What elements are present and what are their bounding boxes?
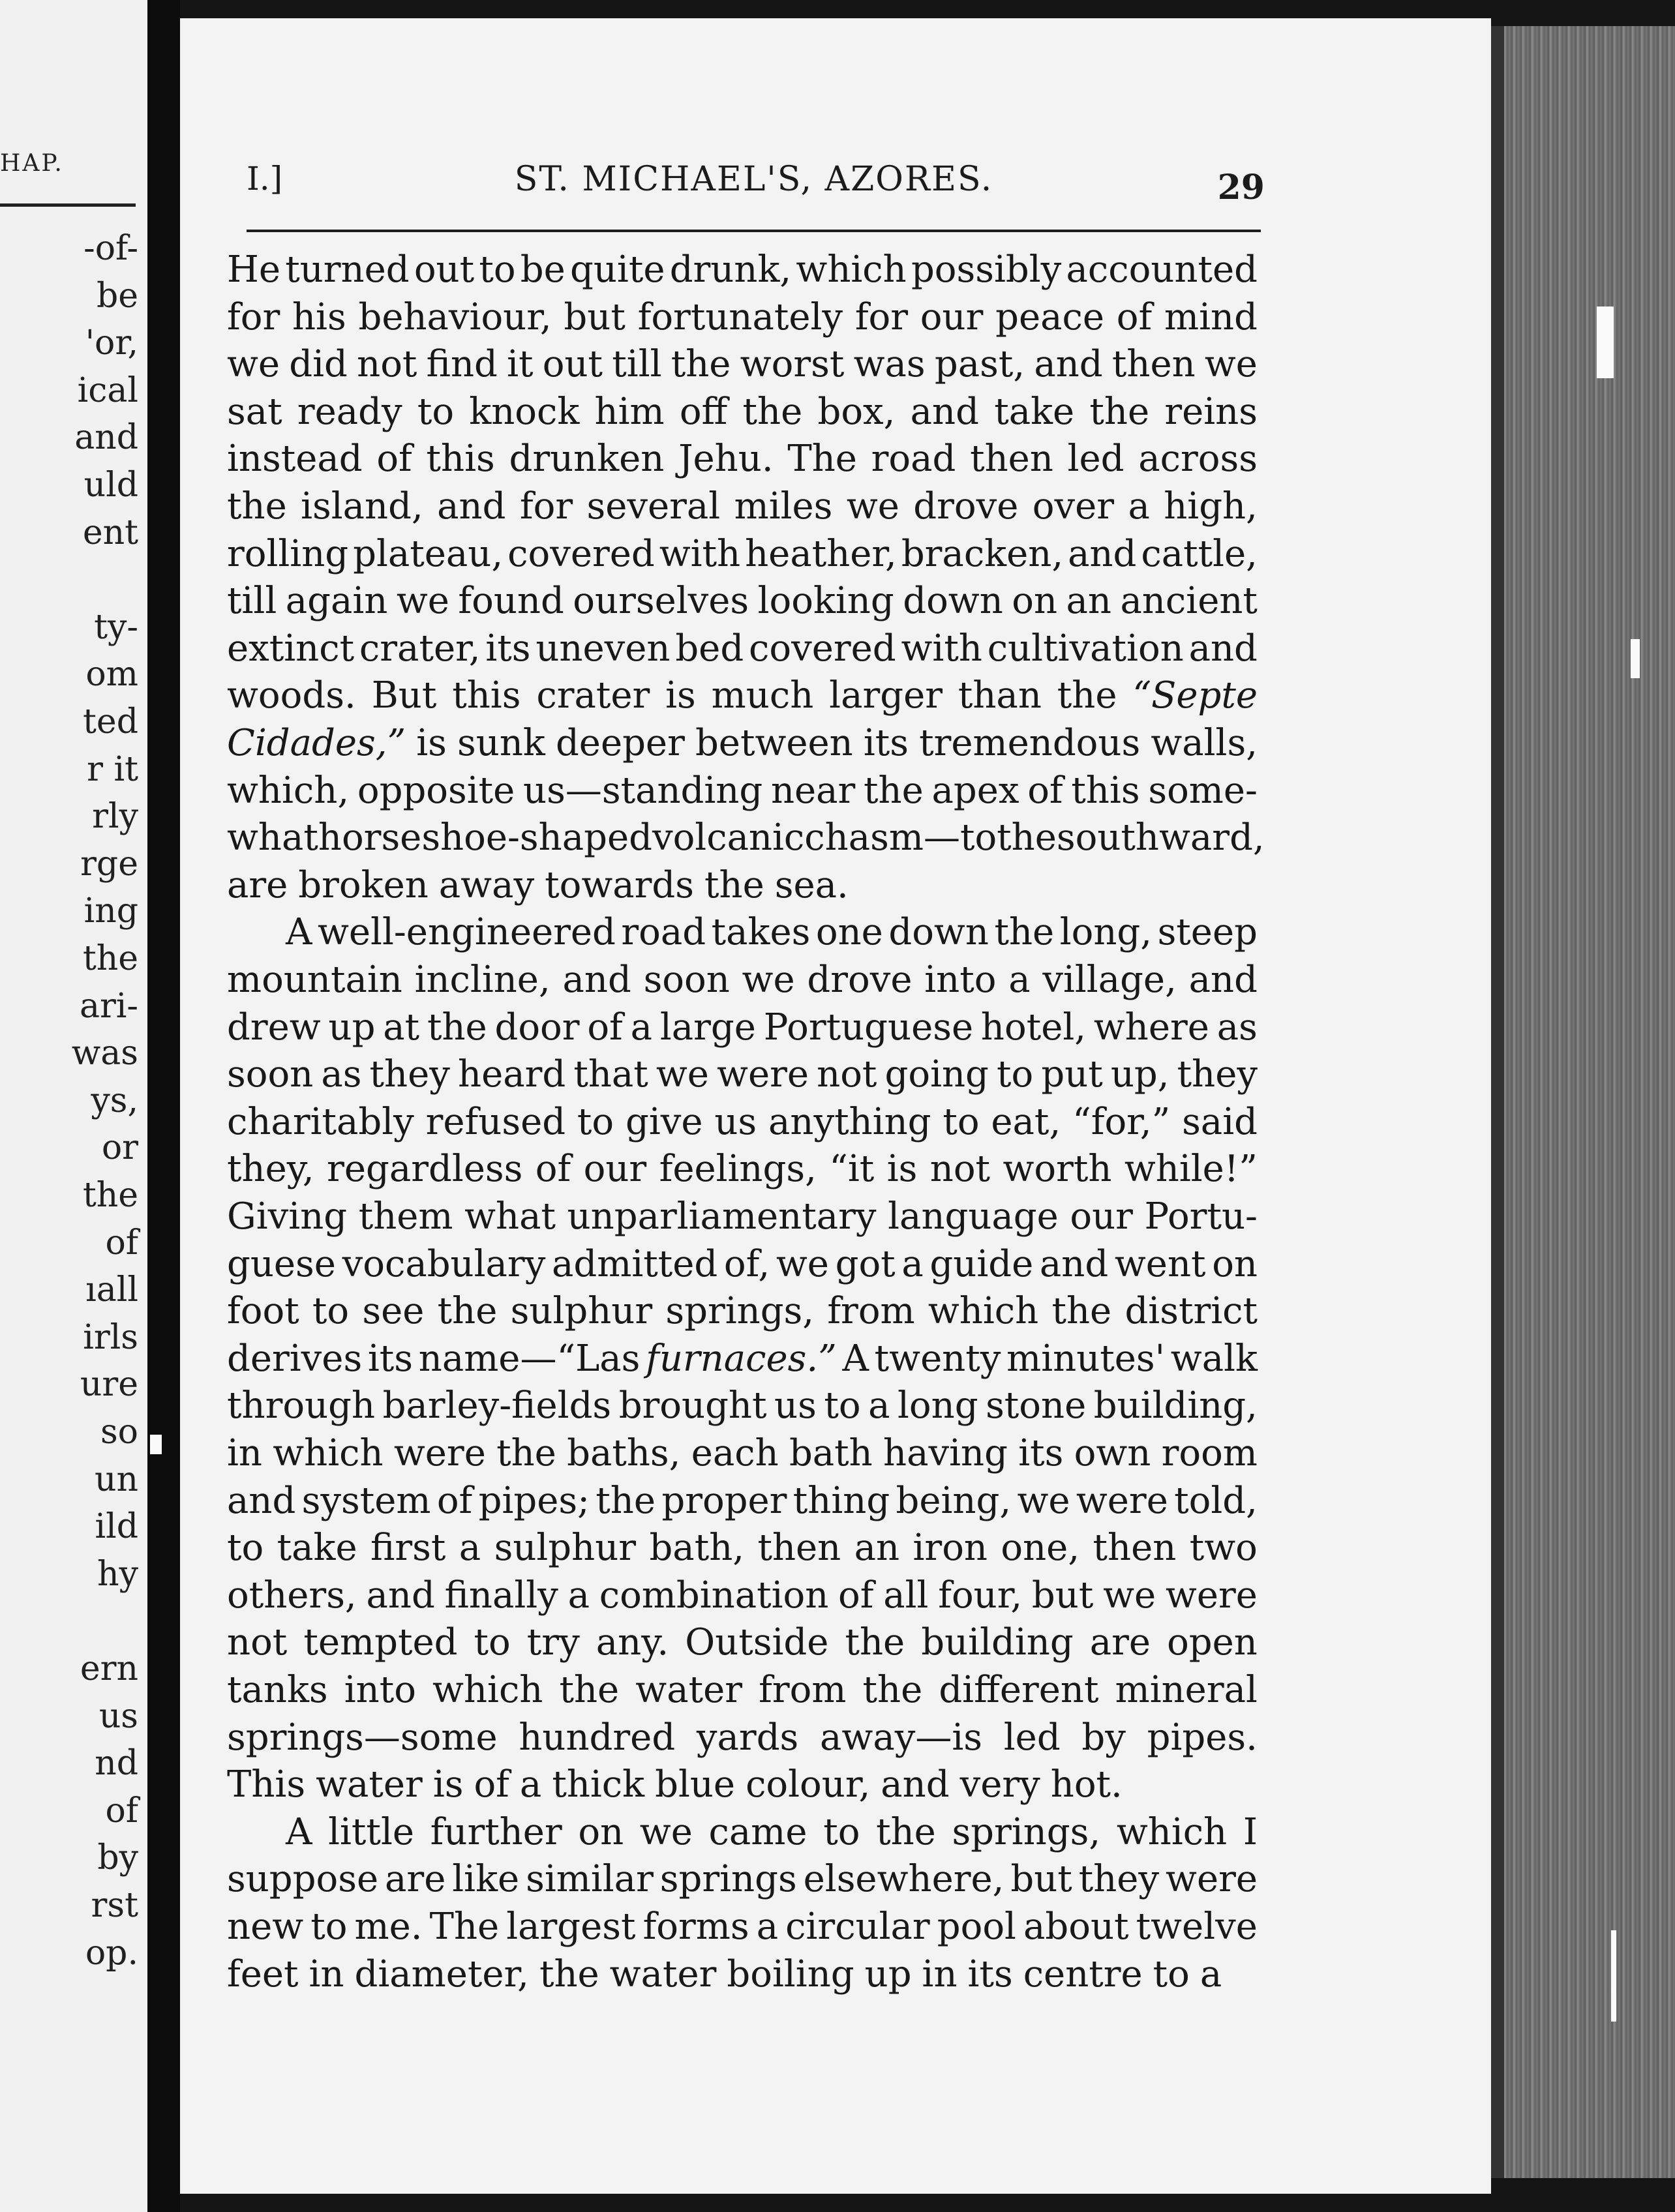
- facing-page-line: so: [100, 1412, 138, 1452]
- facing-page-line: r it: [87, 749, 138, 789]
- text-line: instead of this drunken Jehu. The road then led across: [227, 438, 1258, 481]
- facing-page-line: the: [82, 1176, 138, 1215]
- text-line: Cidades,” is sunk deeper between its tremendous walls,: [227, 722, 1258, 764]
- facing-page-line: ent: [82, 513, 138, 552]
- facing-page-line: un: [95, 1459, 138, 1499]
- facing-page-line: or: [101, 1128, 138, 1168]
- text-line: charitably refused to give us anything to eat, “for,” said: [227, 1100, 1258, 1143]
- facing-page-line: ys,: [91, 1081, 138, 1120]
- facing-page-line: ical: [77, 370, 138, 410]
- facing-page-line: us: [98, 1696, 138, 1736]
- text-line: A well-engineered road takes one down the long, steep: [286, 911, 1258, 954]
- text-line: springs—some hundred yards away—is led by pipes.: [227, 1716, 1258, 1759]
- text-line: woods. But this crater is much larger than the “Septe: [227, 674, 1258, 717]
- text-line: in which were the baths, each bath having its own room: [227, 1432, 1258, 1474]
- facing-page-line: ıall: [85, 1270, 138, 1310]
- facing-page-rule: [0, 203, 136, 207]
- facing-page-line: of: [105, 1791, 138, 1831]
- text-line: to take first a sulphur bath, then an iron one, then two: [227, 1527, 1258, 1570]
- scan-speck: [1611, 1930, 1616, 2022]
- facing-page-line: by: [97, 1838, 138, 1878]
- facing-page-line: uld: [83, 466, 138, 505]
- text-line: tanks into which the water from the different mineral: [227, 1669, 1258, 1711]
- text-line: guese vocabulary admitted of, we got a guide and went on: [227, 1242, 1258, 1285]
- book-gutter: [147, 0, 180, 2212]
- text-line: extinct crater, its uneven bed covered with cultivation and: [227, 627, 1258, 670]
- text-line: soon as they heard that we were not going to put up, they: [227, 1053, 1258, 1096]
- text-line: they, regardless of our feelings, “it is not worth while!”: [227, 1148, 1258, 1191]
- facing-page-line: ing: [83, 891, 138, 931]
- facing-page-line: om: [85, 655, 138, 695]
- facing-page-line: nd: [95, 1744, 138, 1784]
- facing-page-line: ild: [95, 1507, 138, 1547]
- text-line: suppose are like similar springs elsewhere, but they were: [227, 1858, 1258, 1901]
- facing-page-line: rly: [92, 797, 138, 837]
- text-line: for his behaviour, but fortunately for our peace of mind: [227, 295, 1258, 338]
- text-line: foot to see the sulphur springs, from which the district: [227, 1290, 1258, 1333]
- facing-page-line: be: [96, 276, 138, 316]
- header-rule: [247, 230, 1261, 232]
- facing-page-line: and: [74, 418, 138, 458]
- text-line: rolling plateau, covered with heather, bracken, and cattle,: [227, 532, 1258, 575]
- facing-page-line: op.: [85, 1933, 138, 1973]
- text-line: what horseshoe-shaped volcanic chasm—to the southward,: [227, 816, 1265, 859]
- text-line: others, and finally a combination of all four, but we were: [227, 1574, 1258, 1617]
- page-number: 29: [1217, 168, 1265, 207]
- facing-page-line: rge: [80, 844, 138, 884]
- scan-speck: [1631, 639, 1640, 678]
- text-line: sat ready to knock him off the box, and take the reins: [227, 390, 1258, 433]
- text-line: drew up at the door of a large Portuguese hotel, where as: [227, 1006, 1258, 1049]
- text-line: are broken away towards the sea.: [227, 863, 849, 906]
- text-line: and system of pipes; the proper thing being, we were told,: [227, 1479, 1258, 1522]
- text-line: mountain incline, and soon we drove into a village, and: [227, 959, 1258, 1001]
- facing-page-line: ted: [83, 702, 138, 741]
- text-line: He turned out to be quite drunk, which possibly accounted: [227, 248, 1258, 291]
- text-line: Giving them what unparliamentary language our Portu-: [227, 1195, 1258, 1238]
- scan-speck: [1597, 306, 1614, 378]
- text-line: through barley-fields brought us to a long stone building,: [227, 1384, 1258, 1427]
- scan-speck: [150, 1435, 162, 1454]
- text-line: we did not find it out till the worst was past, and then we: [227, 343, 1258, 386]
- text-line: feet in diameter, the water boiling up in its centre to a: [227, 1952, 1222, 1995]
- page-fore-edge: [1491, 26, 1675, 2178]
- page-title: ST. MICHAEL'S, AZORES.: [514, 160, 993, 199]
- page-edge-shadow: [1491, 26, 1504, 2178]
- running-head: [247, 160, 1265, 212]
- text-line: which, opposite us—standing near the apex of this some-: [227, 769, 1258, 812]
- facing-page-line: of: [105, 1223, 138, 1263]
- facing-page-header: HAP.: [0, 150, 64, 177]
- text-line: not tempted to try any. Outside the building are open: [227, 1621, 1258, 1664]
- text-line: A little further on we came to the springs, which I: [286, 1810, 1258, 1853]
- facing-page-line: ty-: [94, 607, 138, 647]
- text-line: till again we found ourselves looking down on an ancient: [227, 580, 1258, 623]
- text-line: new to me. The largest forms a circular pool about twelve: [227, 1906, 1258, 1948]
- facing-page-line: rst: [91, 1886, 138, 1925]
- chapter-number: I.]: [247, 160, 283, 198]
- text-line: derives its name—“Las furnaces.” A twenty minutes' walk: [227, 1337, 1258, 1380]
- facing-page-line: was: [71, 1034, 138, 1073]
- facing-page-line: hy: [97, 1554, 138, 1594]
- facing-page-line: ari-: [79, 986, 138, 1026]
- facing-page: [0, 0, 147, 2212]
- facing-page-line: 'or,: [85, 323, 138, 363]
- text-line: This water is of a thick blue colour, and very hot.: [227, 1763, 1123, 1806]
- facing-page-line: irls: [83, 1317, 138, 1357]
- facing-page-line: ure: [80, 1365, 138, 1405]
- text-line: the island, and for several miles we drove over a high,: [227, 485, 1258, 528]
- facing-page-line: ern: [80, 1649, 138, 1688]
- facing-page-line: the: [82, 939, 138, 978]
- facing-page-line: -of-: [83, 229, 138, 268]
